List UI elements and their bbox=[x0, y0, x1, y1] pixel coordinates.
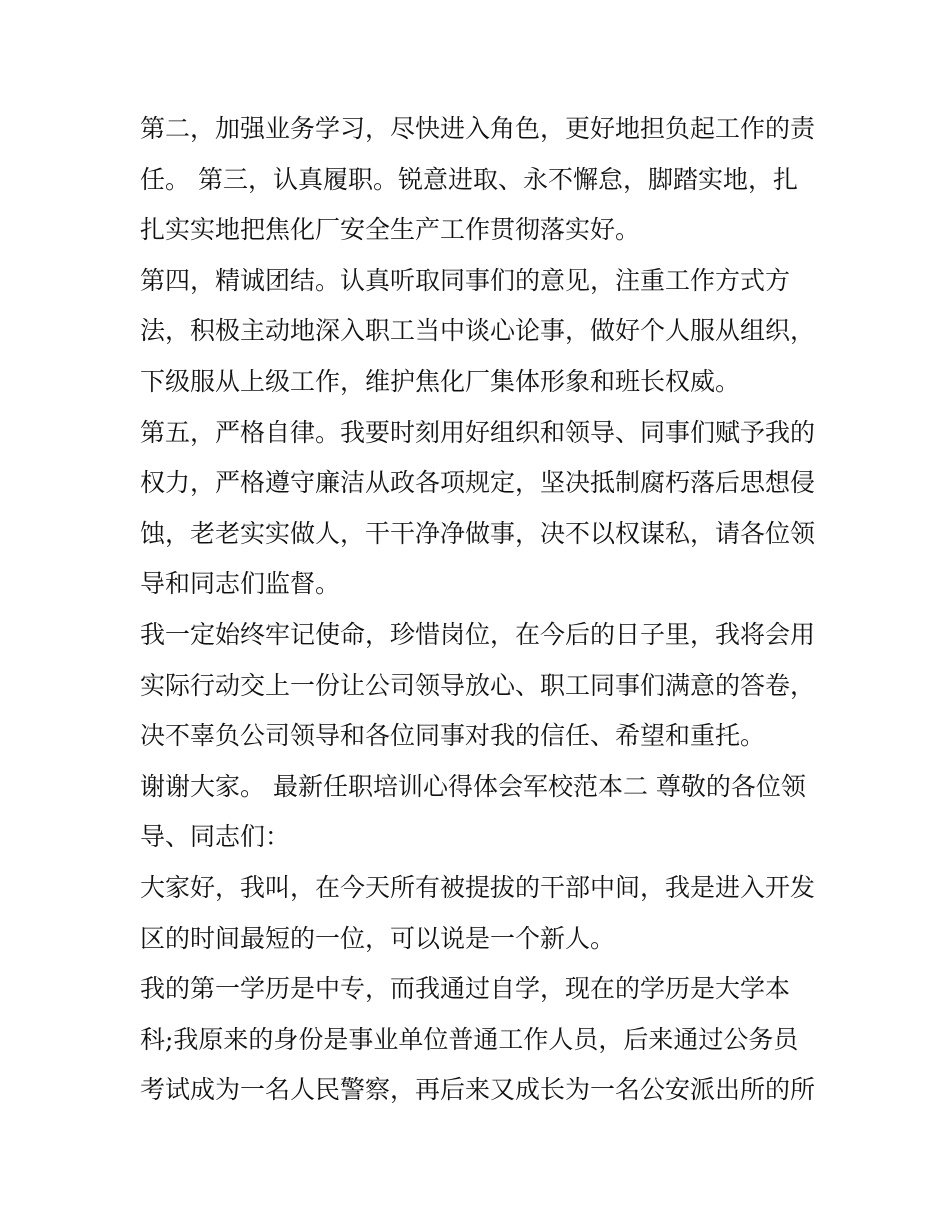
text-line: 我的第一学历是中专，而我通过自学，现在的学历是大学本 bbox=[140, 974, 791, 1004]
text-line: 实际行动交上一份让公司领导放心、职工同事们满意的答卷， bbox=[140, 670, 816, 700]
text-line: 大家好，我叫，在今天所有被提拔的干部中间，我是进入开发 bbox=[140, 872, 816, 902]
text-line: 权力，严格遵守廉洁从政各项规定，坚决抵制腐朽落后思想侵 bbox=[140, 468, 816, 498]
text-line: 第五，严格自律。我要时刻用好组织和领导、同事们赋予我的 bbox=[140, 417, 816, 447]
text-line: 导和同志们监督。 bbox=[140, 569, 341, 599]
text-line: 区的时间最短的一位，可以说是一个新人。 bbox=[140, 923, 616, 953]
text-line: 下级服从上级工作，维护焦化厂集体形象和班长权威。 bbox=[140, 366, 741, 396]
text-line: 科;我原来的身份是事业单位普通工作人员，后来通过公务员 bbox=[140, 1024, 799, 1054]
text-line: 第四，精诚团结。认真听取同事们的意见，注重工作方式方 bbox=[140, 265, 791, 295]
text-line: 我一定始终牢记使命，珍惜岗位，在今后的日子里，我将会用 bbox=[140, 619, 816, 649]
text-line: 谢谢大家。 最新任职培训心得体会军校范本二 尊敬的各位领 bbox=[140, 771, 806, 801]
text-line: 蚀，老老实实做人，干干净净做事，决不以权谋私，请各位领 bbox=[140, 518, 816, 548]
document-body bbox=[140, 104, 820, 1116]
text-line: 法，积极主动地深入职工当中谈心论事，做好个人服从组织， bbox=[140, 316, 816, 346]
text-line: 第二，加强业务学习，尽快进入角色，更好地担负起工作的责 bbox=[140, 114, 816, 143]
text-line: 扎实实地把焦化厂安全生产工作贯彻落实好。 bbox=[140, 215, 641, 245]
text-line: 任。 第三，认真履职。锐意进取、永不懈怠，脚踏实地，扎 bbox=[140, 164, 798, 194]
text-line: 导、同志们： bbox=[140, 822, 291, 852]
text-line: 决不辜负公司领导和各位同事对我的信任、希望和重托。 bbox=[140, 721, 766, 751]
text-line: 考试成为一名人民警察，再后来又成长为一名公安派出所的所 bbox=[140, 1075, 816, 1105]
